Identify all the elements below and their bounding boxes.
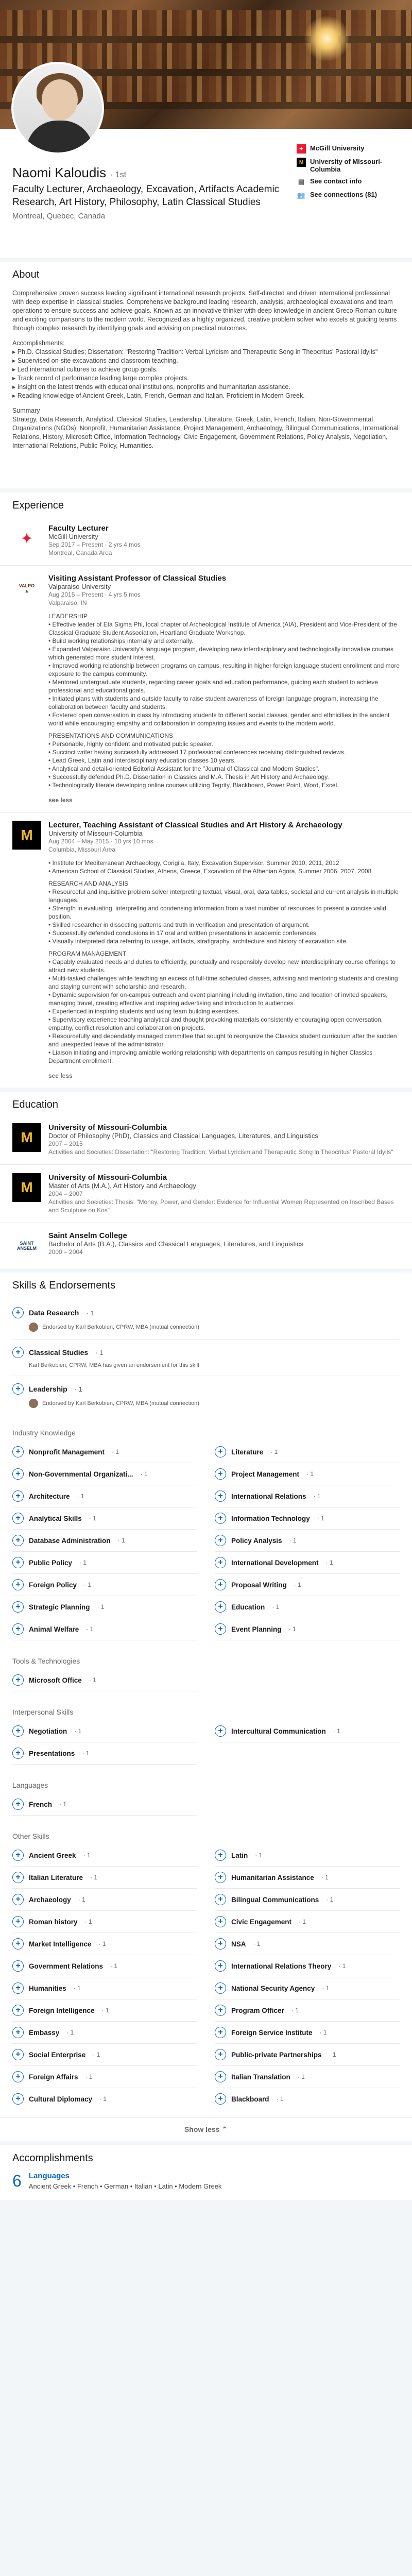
endorse-plus-icon[interactable]: +: [215, 1850, 226, 1861]
endorsement-count: · 1: [98, 1940, 106, 1947]
education-title: Education: [12, 1099, 58, 1110]
skill-name[interactable]: Latin: [231, 1851, 248, 1859]
endorsement-count: · 1: [110, 1962, 118, 1970]
job-description-block: PROGRAM MANAGEMENT • Capably evaluated needs and duties to efficiently, punctually and responsibly develop new interdisciplinary course offerings to attract new students. • Multi-tasked challenges while teaching an excess of full-time scheduled classes, advising and mentoring students and creating and staying current with scholarship and research. • Dynamic supervision for on-campus outreach and event planning including invitation, time and location of invited speakers, managing travel, creating effective and inspiring advertising and introduction to audiences. • Experienced in inspiring students and using team building exercises. • Supervisory experience teaching analytical and thought provoking materials consistently encouraging open conversation, empathy, conflict resolution and collaboration on projects. • Resourcefully and dependably managed committee that sought to reorganize the Classics student curriculum after the sudden and unexpected leave of the administrator. • Liaison initiating and improving amiable working relationship with departments on campus resulting in higher Classics Department enrollment.: [48, 950, 398, 1064]
skill-item: [215, 1933, 400, 1955]
endorse-plus-icon[interactable]: +: [215, 1557, 226, 1568]
job-title: Visiting Assistant Professor of Classical Studies: [48, 574, 227, 583]
school-name: University of Missouri-Columbia: [48, 1173, 167, 1182]
endorse-plus-icon[interactable]: +: [12, 1535, 24, 1546]
school-link[interactable]: [297, 158, 400, 173]
skill-name[interactable]: Market Intelligence: [29, 1940, 92, 1948]
endorse-plus-icon[interactable]: +: [12, 1446, 24, 1458]
skill-name[interactable]: Government Relations: [29, 1962, 104, 1970]
school-name: University of Missouri-Columbia: [48, 1123, 167, 1132]
connections-label: See connections (81): [310, 191, 377, 198]
company-name: Valparaiso University: [48, 583, 111, 590]
skill-item: [12, 1669, 197, 1691]
endorse-plus-icon[interactable]: +: [12, 1916, 24, 1927]
endorsement-count: · 1: [86, 1309, 94, 1317]
skill-item: [12, 1596, 197, 1618]
skill-item: [215, 1955, 400, 1977]
education-activities: Activities and Societies: Dissertation: "Restoring Tradition: Verbal Lyricism and Therapeutic Song in Theocritus' Pastoral Idylls": [48, 1148, 393, 1156]
skill-item: [215, 2088, 400, 2110]
connections-link[interactable]: [297, 191, 400, 200]
skill-item: [12, 2022, 197, 2044]
degree-name: Bachelor of Arts (B.A.), Classics and Classical Languages, Literatures, and Linguistics: [48, 1240, 303, 1248]
endorse-plus-icon[interactable]: +: [12, 2049, 24, 2060]
endorsement-count: · 1: [313, 1493, 321, 1500]
endorse-plus-icon[interactable]: +: [12, 1674, 24, 1686]
profile-side-links: [297, 144, 400, 204]
skill-name[interactable]: NSA: [231, 1940, 246, 1948]
endorse-plus-icon[interactable]: +: [215, 1960, 226, 1972]
mizzou-logo-icon: M: [12, 821, 41, 850]
mizzou-logo-icon: M: [297, 158, 306, 167]
skill-name[interactable]: Humanities: [29, 1984, 66, 1992]
skill-name[interactable]: Microsoft Office: [29, 1676, 82, 1684]
endorse-plus-icon[interactable]: +: [12, 1468, 24, 1480]
skill-name[interactable]: Strategic Planning: [29, 1603, 90, 1611]
skill-name[interactable]: Public Policy: [29, 1558, 73, 1567]
skill-item: [12, 1742, 197, 1765]
accomplishment-type: Languages: [28, 2172, 70, 2180]
skill-item: [12, 2066, 197, 2088]
mizzou-logo-icon: M: [12, 1173, 41, 1202]
skill-name[interactable]: Negotiation: [29, 1727, 67, 1735]
skill-item: [215, 1530, 400, 1552]
endorser-avatar[interactable]: [29, 1399, 38, 1408]
endorse-plus-icon[interactable]: +: [12, 1748, 24, 1759]
company-name: McGill University: [48, 533, 98, 540]
skill-item: [215, 1844, 400, 1867]
endorsement-count: · 1: [325, 1559, 333, 1566]
job-description: [48, 612, 400, 789]
accomplishment-count: 6: [12, 2172, 22, 2190]
endorsement-count: · 1: [82, 1750, 90, 1757]
skill-name[interactable]: Database Administration: [29, 1536, 111, 1545]
endorse-plus-icon[interactable]: +: [215, 1894, 226, 1905]
skill-name[interactable]: Proposal Writing: [231, 1581, 287, 1589]
skill-item: [12, 1720, 197, 1742]
skill-name[interactable]: National Security Agency: [231, 1984, 315, 1992]
skill-group: [0, 1772, 412, 1823]
skill-item: [215, 1596, 400, 1618]
skill-item: [12, 1793, 197, 1816]
contact-info-label: See contact info: [310, 177, 362, 185]
profile-headline: Faculty Lecturer, Archaeology, Excavation, Artifacts Academic Research, Art History, Philosophy, Latin Classical Studies: [12, 184, 280, 208]
education-dates: 2000 – 2004: [48, 1248, 83, 1256]
company-name: University of Missouri-Columbia: [48, 829, 143, 837]
endorse-plus-icon[interactable]: +: [12, 1872, 24, 1883]
degree-name: Master of Arts (M.A.), Art History and Archaeology: [48, 1182, 196, 1190]
current-company-link[interactable]: [297, 144, 400, 154]
skill-item: [215, 2066, 400, 2088]
skill-item: [12, 1999, 197, 2022]
endorsement-count: · 1: [255, 1852, 263, 1859]
skills-title: Skills & Endorsements: [12, 1280, 116, 1291]
endorsement-note: Karl Berkobien, CPRW, MBA has given an endorsement for this skill: [29, 1362, 199, 1368]
mizzou-logo-icon: M: [12, 1123, 41, 1152]
endorse-plus-icon[interactable]: +: [215, 2005, 226, 2016]
education-item[interactable]: [0, 1115, 412, 1165]
skill-group-title: Tools & Technologies: [12, 1657, 80, 1665]
endorsement-count: · 1: [306, 1470, 314, 1478]
accomplishments-title: Accomplishments: [12, 2153, 93, 2164]
top-skills: [0, 1296, 412, 1419]
skill-name[interactable]: Archaeology: [29, 1895, 71, 1904]
skill-name[interactable]: Intercultural Communication: [231, 1727, 326, 1735]
skill-name[interactable]: Non-Governmental Organizati...: [29, 1470, 133, 1478]
about-title: About: [12, 269, 40, 280]
job-description-block: • Institute for Mediterranean Archaeology, Corigila, Italy, Excavation Supervisor, Summer 2010, 2011, 2012 • American School of Classical Studies, Athens, Greece, Excavation of the Athenian Agora, Summer 2006, 2007, 2008: [48, 859, 372, 875]
endorse-plus-icon[interactable]: +: [12, 1850, 24, 1861]
skill-name[interactable]: French: [29, 1800, 53, 1808]
skill-name[interactable]: Civic Engagement: [231, 1918, 292, 1926]
education-dates: 2007 – 2015: [48, 1140, 83, 1147]
skill-name[interactable]: Animal Welfare: [29, 1625, 79, 1633]
skill-name[interactable]: Social Enterprise: [29, 2050, 86, 2059]
education-item[interactable]: [0, 1223, 412, 1268]
skill-name[interactable]: Foreign Affairs: [29, 2073, 78, 2081]
endorsement-count: · 1: [74, 1385, 82, 1393]
endorsement-count: · 1: [66, 2029, 74, 2036]
show-less-button[interactable]: Show less ⌃: [0, 2117, 412, 2141]
job-description: [48, 859, 400, 1065]
endorse-plus-icon[interactable]: +: [215, 1535, 226, 1546]
skill-name[interactable]: Policy Analysis: [231, 1536, 282, 1545]
endorse-plus-icon[interactable]: +: [12, 1960, 24, 1972]
skill-name[interactable]: Bilingual Communications: [231, 1895, 319, 1904]
endorsement-note: Endorsed by Karl Berkobien, CPRW, MBA (mutual connection): [42, 1324, 199, 1330]
endorsement-count: · 1: [83, 1852, 91, 1859]
skill-name[interactable]: Roman history: [29, 1918, 78, 1926]
job-dates: Aug 2004 – May 2015 · 10 yrs 10 mos: [48, 838, 153, 845]
about-section: [0, 262, 412, 488]
skill-name[interactable]: Data Research: [29, 1309, 79, 1317]
endorse-plus-icon[interactable]: +: [215, 1725, 226, 1737]
accomplishments-section: [0, 2145, 412, 2200]
skill-name[interactable]: International Relations: [231, 1492, 306, 1500]
endorse-plus-icon[interactable]: +: [215, 1623, 226, 1635]
skill-name[interactable]: Italian Literature: [29, 1873, 83, 1882]
endorse-plus-icon[interactable]: +: [215, 2027, 226, 2038]
skill-name[interactable]: Embassy: [29, 2028, 60, 2037]
skill-item: [215, 2022, 400, 2044]
skill-name[interactable]: Foreign Policy: [29, 1581, 77, 1589]
skill-name[interactable]: Education: [231, 1603, 265, 1611]
skill-item: [215, 1889, 400, 1911]
endorsement-count: · 1: [288, 1625, 296, 1633]
education-item[interactable]: [0, 1165, 412, 1223]
accomplishment-list: Ancient Greek • French • German • Italian • Latin • Modern Greek: [28, 2182, 222, 2190]
endorsement-count: · 1: [317, 1515, 324, 1522]
endorse-plus-icon[interactable]: +: [12, 1347, 24, 1358]
people-icon: 👥: [297, 191, 306, 199]
about-paragraph: Comprehensive proven success leading significant international research projects. Self-directed and driven international professional with deep expertise in classical studies. Comprehensive background leading research, analysis, archaeological excavations and team operations to ensure success and achieve goals. Known as an innovative thinker with deep knowledge in ancient Greco-Roman culture and exciting comparisons to the modern world. Recognized as a highly organized, creative problem solver who excels at guiding teams through complex research by identifying goals and advising on practical outcomes.: [12, 290, 397, 332]
skill-item: [215, 1552, 400, 1574]
skill-item: [12, 1844, 197, 1867]
endorsement-count: · 1: [85, 2073, 93, 2080]
endorsement-count: · 1: [117, 1537, 125, 1544]
endorser-avatar[interactable]: [29, 1323, 38, 1332]
endorsement-count: · 1: [93, 2051, 100, 2058]
experience-section: [0, 493, 412, 1088]
skill-item: [215, 1999, 400, 2022]
saint-anselm-logo-icon: SAINT ANSELM: [17, 1241, 37, 1251]
skill-name[interactable]: Cultural Diplomacy: [29, 2095, 93, 2103]
skill-name[interactable]: Classical Studies: [29, 1348, 89, 1357]
experience-item[interactable]: [0, 516, 412, 566]
endorse-plus-icon[interactable]: +: [12, 1982, 24, 1994]
endorse-plus-icon[interactable]: +: [12, 2071, 24, 2082]
endorse-plus-icon[interactable]: +: [215, 1446, 226, 1458]
endorsement-count: · 1: [112, 1448, 119, 1455]
endorse-plus-icon[interactable]: +: [215, 2071, 226, 2082]
endorsement-count: · 1: [333, 1727, 340, 1735]
endorsement-count: · 1: [74, 1727, 82, 1735]
skill-group-title: Interpersonal Skills: [12, 1708, 74, 1716]
profile-photo[interactable]: [11, 62, 104, 155]
job-dates: Aug 2015 – Present · 4 yrs 5 mos: [48, 591, 141, 598]
profile-location: Montreal, Quebec, Canada: [12, 212, 106, 221]
skill-group-title: Industry Knowledge: [12, 1429, 76, 1437]
skill-item: [215, 1574, 400, 1596]
skills-section: [0, 1273, 412, 2141]
endorse-plus-icon[interactable]: +: [12, 1513, 24, 1524]
skill-name[interactable]: Event Planning: [231, 1625, 282, 1633]
endorsement-count: · 1: [59, 1801, 67, 1808]
endorsement-count: · 1: [272, 1603, 280, 1611]
skill-name[interactable]: Information Technology: [231, 1514, 310, 1522]
school-name: University of Missouri-Columbia: [310, 158, 383, 173]
job-description-block: LEADERSHIP • Effective leader of Eta Sigma Phi, local chapter of Archeological Institute of America (AIA), President and Vice-President of the Classical Graduate Student Association, Heartland Graduate Workshop. • Build working relationships internally and externally. • Expanded Valparaiso University's language program, developing new interdisciplinary and technologically innovative courses which generated more student interest. • Improved working relationship between programs on campus, resulting in higher foreign language student enrollment and more exposure to the campus community. • Mentored undergraduate students, regarding career goals and education performance, guiding each student to achieve professional and educational goals. • Initiated plans with students and outside faculty to raise student awareness of foreign language program, increasing the collaboration between faculty and students. • Fostered open conversation in class by introducing students to different social classes, gender and ethnicities in the ancient world while encouraging empathy and collaboration in comparing issues and events to the modern world.: [48, 613, 400, 727]
skill-item: [12, 1574, 197, 1596]
endorse-plus-icon[interactable]: +: [12, 1307, 24, 1318]
top-skill-item: [12, 1376, 400, 1415]
skill-item: [12, 1507, 197, 1530]
endorse-plus-icon[interactable]: +: [12, 2027, 24, 2038]
skill-name[interactable]: Foreign Intelligence: [29, 2006, 95, 2014]
skill-name[interactable]: Analytical Skills: [29, 1514, 82, 1522]
skill-item: [12, 2088, 197, 2110]
degree-name: Doctor of Philosophy (PhD), Classics and Classical Languages, Literatures, and Linguistics: [48, 1132, 318, 1140]
endorsement-count: · 1: [297, 2073, 305, 2080]
skill-item: [215, 1441, 400, 1463]
skill-item: [12, 1933, 197, 1955]
skill-item: [12, 1867, 197, 1889]
endorsement-count: · 1: [291, 2007, 299, 2014]
skill-item: [12, 1441, 197, 1463]
endorsement-count: · 1: [90, 1874, 98, 1881]
mcgill-logo-icon: ✦: [21, 530, 32, 546]
skill-item: [12, 1618, 197, 1640]
endorse-plus-icon[interactable]: +: [215, 1982, 226, 1994]
endorsement-count: · 1: [140, 1470, 148, 1478]
experience-title: Experience: [12, 500, 64, 511]
skill-item: [12, 1955, 197, 1977]
endorse-plus-icon[interactable]: +: [215, 1579, 226, 1590]
skill-name[interactable]: Blackboard: [231, 2095, 269, 2103]
endorsement-count: · 1: [78, 1896, 85, 1903]
endorsement-count: · 1: [321, 1874, 329, 1881]
skill-name[interactable]: Project Management: [231, 1470, 300, 1478]
endorsement-count: · 1: [319, 2029, 327, 2036]
endorsement-count: · 1: [95, 1348, 104, 1357]
skill-item: [215, 1720, 400, 1742]
skill-group-title: Other Skills: [12, 1832, 49, 1840]
profile-top-card: [0, 0, 412, 258]
endorsement-count: · 1: [84, 1918, 92, 1925]
skill-name[interactable]: Leadership: [29, 1385, 67, 1393]
endorsement-count: · 1: [329, 2051, 336, 2058]
skill-item: [12, 1485, 197, 1507]
skill-name[interactable]: Italian Translation: [231, 2073, 290, 2081]
skill-item: [215, 1977, 400, 1999]
skill-group-title: Languages: [12, 1781, 48, 1789]
endorsement-count: · 1: [73, 1985, 81, 1992]
job-location: Columbia, Missouri Area: [48, 846, 116, 853]
job-description-block: PRESENTATIONS AND COMMUNICATIONS • Personable, highly confident and motivated public speaker. • Succinct writer having successfully addressed 17 professional conferences receiving distinguished reviews. • Lead Greek, Latin and interdisciplinary education classes 10 years. • Analytical and detail-oriented Editorial Assistant for the "Journal of Classical and Modern Studies". • Successfully defended Ph.D. Dissertation in Classics and M.A. Thesis in Art History and Archaeology. • Technologically literate developing online courses utilizing Tegrity, Blackboard, Power Point, Word, Excel.: [48, 732, 346, 789]
skill-item: [215, 1618, 400, 1640]
top-skill-item: [12, 1340, 400, 1376]
endorsement-count: · 1: [253, 1940, 261, 1947]
skill-item: [12, 1552, 197, 1574]
valparaiso-logo-icon: VALPO ▲: [19, 583, 35, 594]
connection-degree: · 1st: [110, 171, 127, 179]
education-dates: 2004 – 2007: [48, 1190, 83, 1197]
endorse-plus-icon[interactable]: +: [12, 1623, 24, 1635]
about-paragraph: Accomplishments: ▸ Ph.D. Classical Studies; Dissertation: "Restoring Tradition: Verbal Lyricism and Therapeutic Song in Theocritus' Pastoral Idylls" ▸ Supervised on-site excavations and classroom teaching. ▸ Led international cultures to achieve group goals. ▸ Track record of performance leading large complex projects. ▸ Insight on the latest trends with educational institutions, nonprofits and humanitarian assistance. ▸ Reading knowledge of Ancient Greek, Latin, French, German and Italian. Proficient in Modern Greek.: [12, 340, 378, 399]
skill-item: [12, 1463, 197, 1485]
skill-item: [215, 1463, 400, 1485]
endorsement-count: · 1: [276, 2095, 284, 2103]
skill-name[interactable]: Program Officer: [231, 2006, 284, 2014]
endorse-plus-icon[interactable]: +: [215, 1601, 226, 1613]
experience-item[interactable]: [0, 812, 412, 1088]
top-skill-item: [12, 1300, 400, 1340]
endorse-plus-icon[interactable]: +: [215, 1468, 226, 1480]
endorsement-count: · 1: [338, 1962, 346, 1970]
skill-name[interactable]: Humanitarian Assistance: [231, 1873, 314, 1882]
skill-item: [215, 1485, 400, 1507]
endorsement-count: · 1: [101, 2007, 109, 2014]
endorse-plus-icon[interactable]: +: [12, 1799, 24, 1810]
contact-info-link[interactable]: [297, 177, 400, 187]
skill-item: [215, 1867, 400, 1889]
skill-item: [215, 2044, 400, 2066]
job-location: Montreal, Canada Area: [48, 549, 112, 556]
skill-item: [12, 1889, 197, 1911]
skill-name[interactable]: Literature: [231, 1448, 264, 1456]
experience-item[interactable]: [0, 566, 412, 812]
job-title: Lecturer, Teaching Assistant of Classical Studies and Art History & Archaeology: [48, 821, 342, 829]
skill-name[interactable]: International Relations Theory: [231, 1962, 332, 1970]
endorse-plus-icon[interactable]: +: [215, 2049, 226, 2060]
endorse-plus-icon[interactable]: +: [12, 1725, 24, 1737]
endorsement-count: · 1: [99, 2095, 107, 2103]
see-less-button[interactable]: see less: [48, 796, 73, 804]
endorsement-count: · 1: [86, 1625, 94, 1633]
endorsement-count: · 1: [322, 1985, 330, 1992]
skill-group: [0, 1419, 412, 1648]
endorse-plus-icon[interactable]: +: [12, 1383, 24, 1395]
skill-name[interactable]: Nonprofit Management: [29, 1448, 105, 1456]
endorsement-count: · 1: [79, 1559, 87, 1566]
education-section: [0, 1092, 412, 1268]
job-description-block: RESEARCH AND ANALYSIS • Resourceful and inquisitive problem solver interpreting textual, visual, oral, data tables, societal and current analysis in multiple languages. • Strength in evaluating, interpreting and condensing information from a vast number of resources to present a concise valid position. • Skilled researcher in dissecting patterns and truth in verification and presentation of argument. • Successfully defended conclusions in 17 oral and written presentations in academic conferences. • Visually interpreted data referring to usage, artifacts, stratigraphy, architecture and history of excavation site.: [48, 880, 399, 945]
skill-item: [215, 1507, 400, 1530]
endorsement-note: Endorsed by Karl Berkobien, CPRW, MBA (mutual connection): [42, 1400, 199, 1406]
endorsement-count: · 1: [97, 1603, 105, 1611]
endorsement-count: · 1: [77, 1493, 84, 1500]
endorse-plus-icon[interactable]: +: [12, 1579, 24, 1590]
mcgill-logo-icon: ✦: [297, 144, 306, 154]
endorse-plus-icon[interactable]: +: [12, 1938, 24, 1950]
see-less-button[interactable]: see less: [48, 1072, 73, 1079]
endorse-plus-icon[interactable]: +: [12, 2005, 24, 2016]
skill-group: [0, 1823, 412, 2117]
job-location: Valparaiso, IN: [48, 599, 87, 606]
skill-item: [12, 2044, 197, 2066]
skill-group: [0, 1648, 412, 1699]
skill-name[interactable]: International Development: [231, 1558, 319, 1567]
endorsement-count: · 1: [84, 1581, 92, 1588]
endorsement-count: · 1: [326, 1896, 334, 1903]
skill-item: [12, 1977, 197, 1999]
skill-groups: [0, 1419, 412, 2117]
current-company-name: McGill University: [310, 144, 365, 152]
endorse-plus-icon[interactable]: +: [12, 1490, 24, 1502]
profile-name: Naomi Kaloudis: [12, 165, 107, 180]
skill-name[interactable]: Ancient Greek: [29, 1851, 76, 1859]
skill-name[interactable]: Architecture: [29, 1492, 70, 1500]
skill-group: [0, 1699, 412, 1772]
about-paragraph: Summary Strategy, Data Research, Analytical, Classical Studies, Leadership, Literature, Greek, Latin, French, Italian, Non-Governmental Organizations (NGOs), Nonprofit, Humanitarian Assistance, Project Management, Archaeology, Bilingual Communications, International Relations, History, Microsoft Office, Information Technology, Civic Engagement, Government Relations, Policy Analysis, Negotiation, International Relations, Public Policy, Humanities.: [12, 407, 399, 449]
endorse-plus-icon[interactable]: +: [12, 1894, 24, 1905]
job-dates: Sep 2017 – Present · 2 yrs 4 mos: [48, 541, 141, 548]
endorse-plus-icon[interactable]: +: [215, 1916, 226, 1927]
skill-name[interactable]: Foreign Service Institute: [231, 2028, 313, 2037]
endorsement-count: · 1: [89, 1515, 96, 1522]
about-text: [0, 285, 412, 467]
endorsement-count: · 1: [289, 1537, 297, 1544]
endorse-plus-icon[interactable]: +: [12, 2093, 24, 2105]
endorse-plus-icon[interactable]: +: [215, 1513, 226, 1524]
skill-item: [215, 1911, 400, 1933]
contact-card-icon: ▤: [298, 178, 305, 185]
endorse-plus-icon[interactable]: +: [215, 1938, 226, 1950]
endorse-plus-icon[interactable]: +: [215, 1490, 226, 1502]
skill-item: [12, 1530, 197, 1552]
school-name: Saint Anselm College: [48, 1231, 127, 1240]
endorse-plus-icon[interactable]: +: [12, 1557, 24, 1568]
endorsement-count: · 1: [270, 1448, 278, 1455]
endorse-plus-icon[interactable]: +: [215, 2093, 226, 2105]
skill-item: [12, 1911, 197, 1933]
skill-name[interactable]: Presentations: [29, 1749, 75, 1757]
accomplishment-languages[interactable]: [0, 2168, 412, 2200]
endorsement-count: · 1: [299, 1918, 306, 1925]
endorsement-count: · 1: [89, 1676, 96, 1684]
skill-name[interactable]: Public-private Partnerships: [231, 2050, 322, 2059]
endorsement-count: · 1: [294, 1581, 301, 1588]
endorse-plus-icon[interactable]: +: [215, 1872, 226, 1883]
job-title: Faculty Lecturer: [48, 524, 109, 533]
endorse-plus-icon[interactable]: +: [12, 1601, 24, 1613]
education-activities: Activities and Societies: Thesis: "Money, Power, and Gender: Evidence for Influential Women Represented on Inscribed Bases and Sculpture on Kos": [48, 1198, 394, 1214]
